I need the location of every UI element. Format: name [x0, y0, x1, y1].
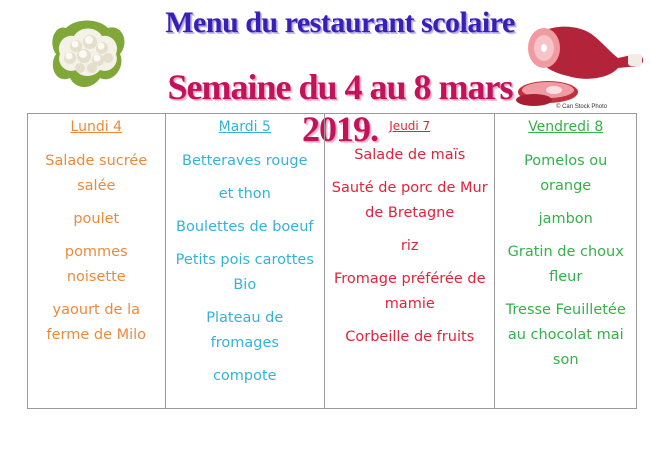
dish-item: Plateau de fromages	[206, 310, 284, 351]
dish-item: Corbeille de fruits	[345, 329, 475, 345]
dish-item: Salade sucrée salée	[45, 153, 148, 194]
dish-item: compote	[212, 368, 277, 384]
image-credit: © Can Stock Photo	[556, 104, 608, 110]
page-title: Menu du restaurant scolaire	[165, 6, 515, 39]
dish-item: yaourt de la ferme de Milo	[46, 302, 147, 343]
menu-table	[27, 113, 637, 409]
week-subtitle: Semaine du 4 au 8 mars 2019.	[167, 67, 513, 149]
day-column-tuesday	[166, 114, 325, 408]
cauliflower-icon	[46, 14, 130, 94]
day-column-thursday	[325, 114, 495, 408]
dish-item: jambon	[538, 211, 593, 227]
dish-item: riz	[400, 238, 419, 254]
dish-item: Sauté de porc de Mur de Bretagne	[331, 180, 488, 221]
dish-item: Pomelos ou orange	[524, 153, 608, 194]
dish-item: Salade de maïs	[354, 147, 466, 163]
dish-item: pommes noisette	[64, 244, 128, 285]
dish-item: poulet	[73, 211, 120, 227]
dish-item: Betteraves rouge	[182, 153, 308, 169]
dish-item: et thon	[218, 186, 271, 202]
dish-item: Gratin de choux fleur	[507, 244, 624, 285]
day-heading: Jeudi 7	[389, 119, 431, 133]
day-heading: Lundi 4	[70, 119, 122, 135]
dish-item: Boulettes de boeuf	[176, 219, 314, 235]
dish-item: Fromage préférée de mamie	[333, 271, 486, 312]
day-heading: Vendredi 8	[528, 119, 604, 135]
ham-icon	[514, 18, 646, 110]
dish-item: Tresse Feuilletée au chocolat mai son	[505, 302, 626, 368]
day-heading: Mardi 5	[218, 119, 271, 135]
day-column-friday	[495, 114, 636, 408]
day-column-monday	[28, 114, 166, 408]
dish-item: Petits pois carottes Bio	[175, 252, 314, 293]
